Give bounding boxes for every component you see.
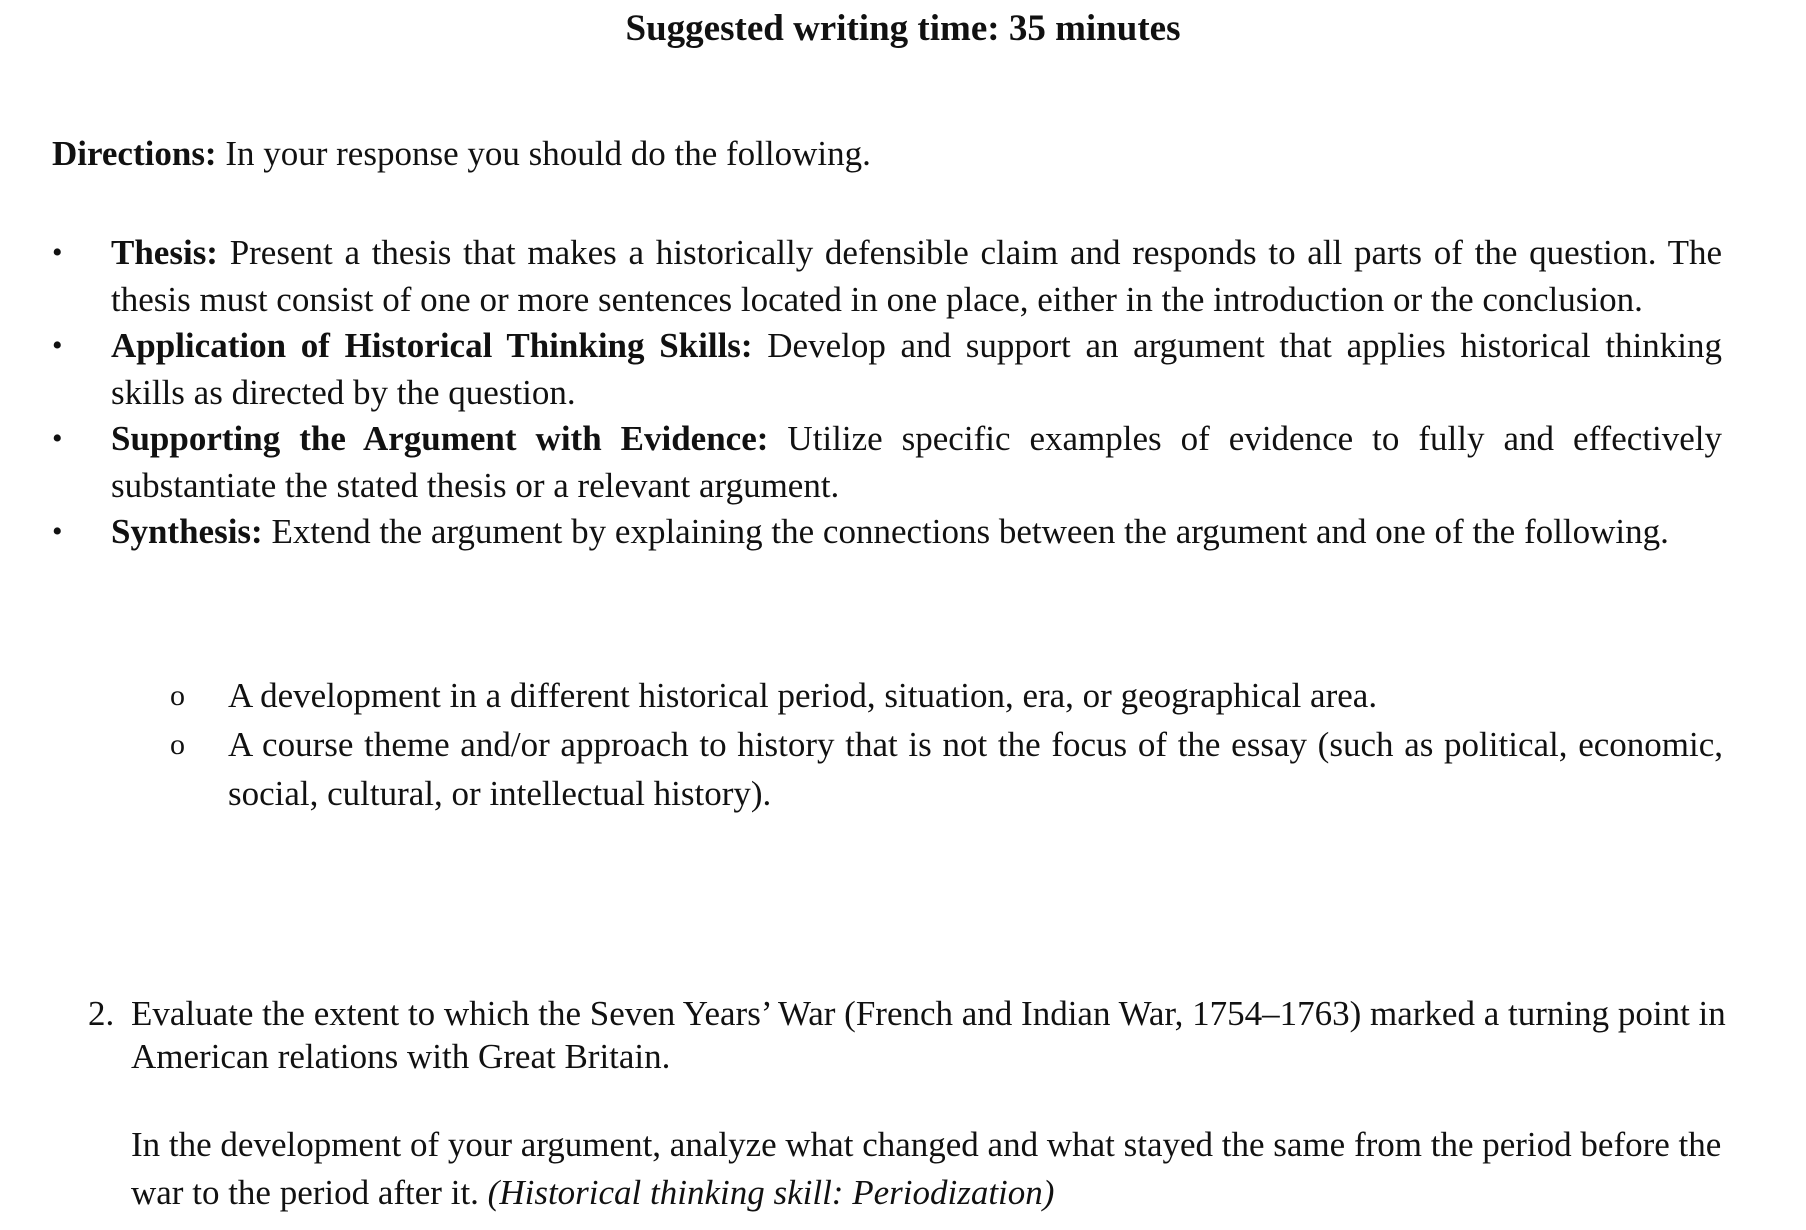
synthesis-option: [170, 720, 1723, 818]
bullet-icon: •: [52, 329, 63, 362]
directions-label: Directions:: [52, 134, 217, 173]
question-instruction: [131, 1121, 1758, 1217]
requirement-application: [52, 323, 1722, 416]
requirement-synthesis: [52, 509, 1722, 556]
requirement-term: Application of Historical Thinking Skills:: [111, 326, 753, 365]
bullet-icon: •: [52, 236, 63, 269]
bullet-icon: •: [52, 422, 63, 455]
bullet-icon: •: [52, 515, 63, 548]
requirement-text: Extend the argument by explaining the connections between the argument and one of the following.: [262, 512, 1669, 551]
synthesis-option-text: A course theme and/or approach to history that is not the focus of the essay (such as political, economic, social, cultural, or intellectual history).: [228, 725, 1723, 813]
requirement-thesis: [52, 230, 1722, 323]
question-prompt: Evaluate the extent to which the Seven Years’ War (French and Indian War, 1754–1763) marked a turning point in American relations with Great Britain.: [131, 994, 1726, 1076]
requirement-term: Supporting the Argument with Evidence:: [111, 419, 769, 458]
requirement-text: Utilize specific examples of evidence to fully and effectively substantiate the stated thesis or a relevant argument.: [111, 419, 1722, 505]
requirement-text: Develop and support an argument that applies historical thinking skills as directed by the question.: [111, 326, 1722, 412]
question-skill-note: (Historical thinking skill: Periodization): [487, 1173, 1055, 1212]
circle-bullet-icon: o: [170, 679, 185, 712]
question-instruction-text: In the development of your argument, analyze what changed and what stayed the same from the period before the war to the period after it.: [131, 1125, 1722, 1212]
requirement-text: Present a thesis that makes a historically defensible claim and responds to all parts of the question. The thesis must consist of one or more sentences located in one place, either in the introduction or the conclusion.: [111, 233, 1722, 319]
requirement-evidence: [52, 416, 1722, 509]
requirements-list: [52, 230, 1722, 556]
directions: [52, 131, 871, 177]
requirement-term: Thesis:: [111, 233, 218, 272]
circle-bullet-icon: o: [170, 728, 185, 761]
page-title: Suggested writing time: 35 minutes: [625, 8, 1181, 49]
synthesis-option-text: A development in a different historical period, situation, era, or geographical area.: [228, 676, 1378, 715]
question-number: 2.: [88, 994, 115, 1033]
directions-text: In your response you should do the following.: [216, 134, 871, 173]
essay-question: [88, 992, 1758, 1217]
requirement-term: Synthesis:: [111, 512, 263, 551]
question-body: [131, 992, 1758, 1217]
synthesis-options-list: [170, 671, 1723, 818]
synthesis-option: [170, 671, 1723, 720]
